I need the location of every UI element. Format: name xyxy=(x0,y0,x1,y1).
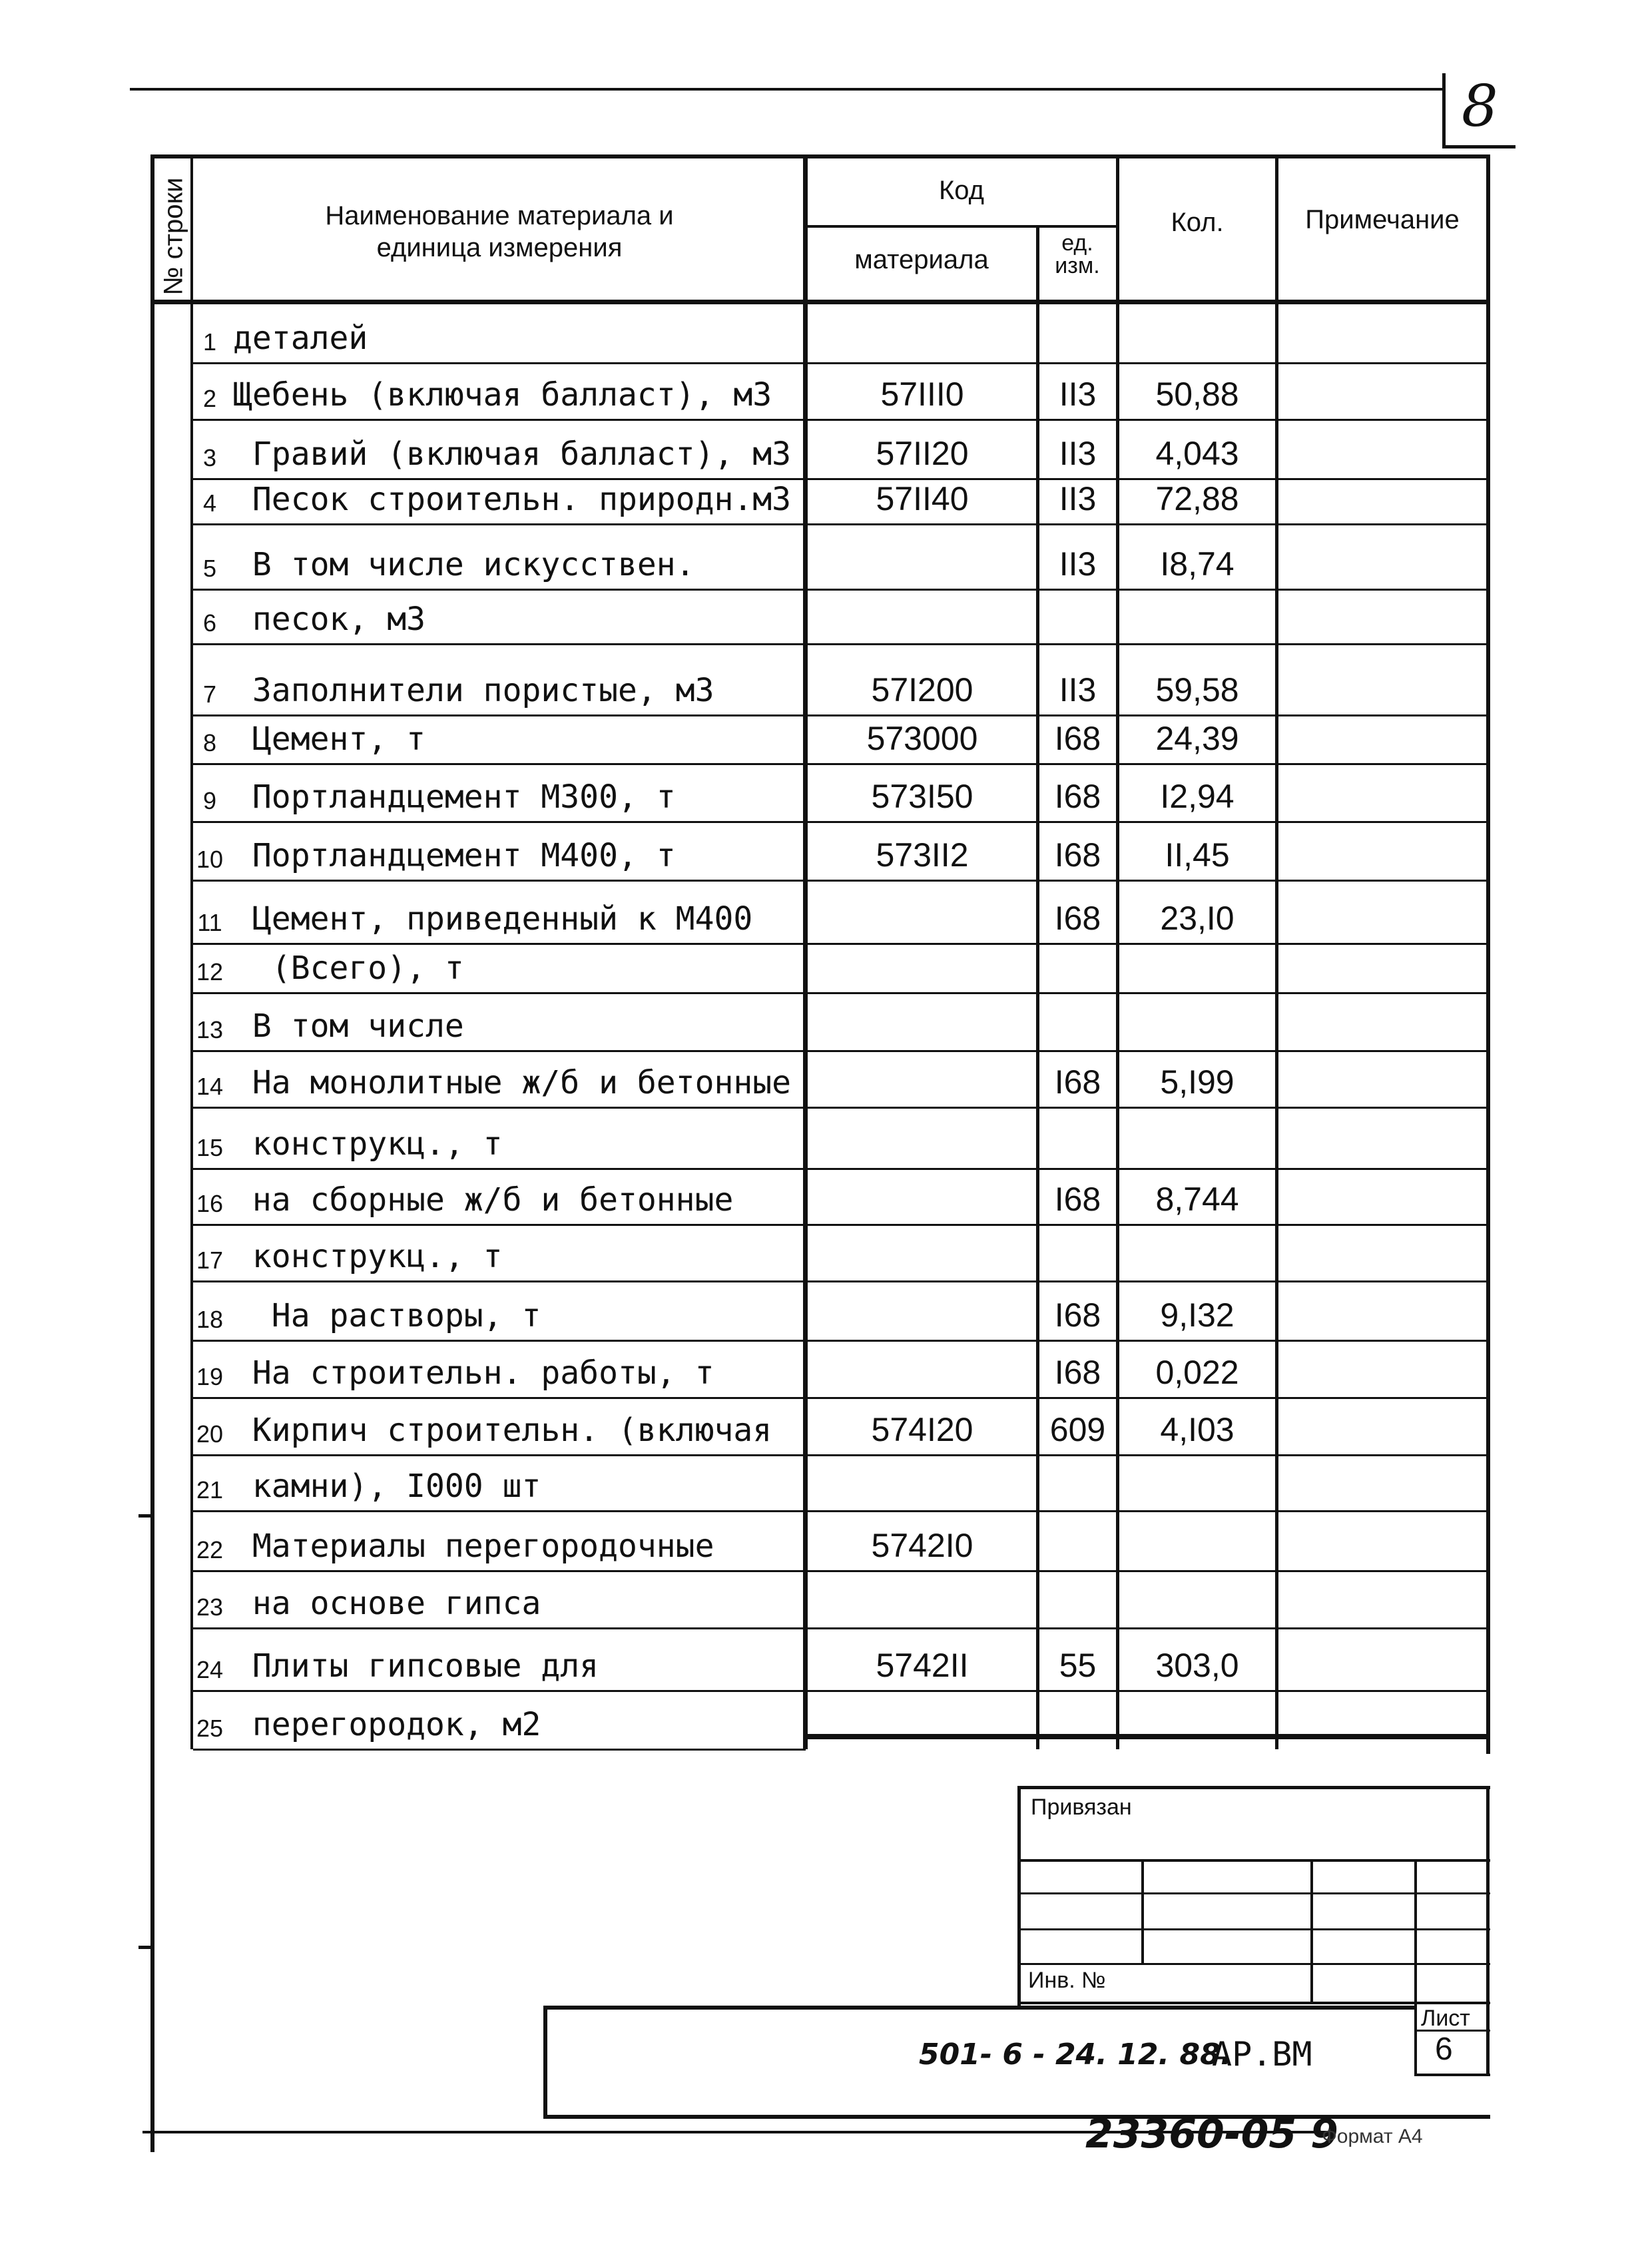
unit-code: I68 xyxy=(1054,778,1101,815)
unit-code: II3 xyxy=(1059,480,1097,517)
attached-label: Привязан xyxy=(1031,1795,1132,1820)
row-separator xyxy=(193,419,1488,421)
row-number: 22 xyxy=(196,1536,224,1563)
unit-code: I68 xyxy=(1054,836,1101,874)
material-name: (Всего), т xyxy=(233,950,464,987)
material-name: песок, м3 xyxy=(233,601,425,638)
table-frame-left xyxy=(150,154,154,2152)
row-separator xyxy=(193,943,1488,945)
material-name: Материалы перегородочные xyxy=(233,1528,714,1565)
row-number: 25 xyxy=(196,1715,224,1742)
row-number: 17 xyxy=(196,1247,224,1274)
stamp-grid-v2 xyxy=(1310,1859,1313,2002)
row-number: 14 xyxy=(196,1073,224,1100)
sheet-value: 6 xyxy=(1435,2032,1453,2067)
quantity: 0,022 xyxy=(1155,1354,1239,1391)
row-number: 5 xyxy=(202,555,217,582)
material-name: деталей xyxy=(233,320,368,357)
material-name: Щебень (включая балласт), м3 xyxy=(233,376,772,414)
row-separator xyxy=(193,1280,1488,1282)
quantity: I8,74 xyxy=(1160,545,1235,583)
stamp-grid-h5 xyxy=(1019,2002,1490,2004)
material-code: 574I20 xyxy=(871,1411,973,1448)
unit-header-line1: ед. xyxy=(1061,230,1093,256)
material-name: Песок строительн. природн.м3 xyxy=(233,481,792,518)
material-name: камни), I000 шт xyxy=(233,1468,541,1505)
quantity: 9,I32 xyxy=(1160,1296,1235,1334)
archive-number: 23360-05 9 xyxy=(1085,2111,1338,2157)
unit-header-line2: изм. xyxy=(1055,253,1100,278)
material-name: Плиты гипсовые для xyxy=(233,1647,599,1685)
row-number: 15 xyxy=(196,1134,224,1161)
left-margin-tick-2 xyxy=(138,1946,152,1949)
stamp-grid-v3 xyxy=(1414,1859,1417,2076)
table-bottom-rule xyxy=(803,1734,1490,1739)
unit-code: II3 xyxy=(1059,671,1097,708)
material-code: 57III0 xyxy=(880,376,964,413)
unit-code: I68 xyxy=(1054,1296,1101,1334)
left-margin-tick-1 xyxy=(138,1514,152,1518)
row-separator xyxy=(193,1570,1488,1572)
material-name: перегородок, м2 xyxy=(233,1706,541,1743)
row-number: 10 xyxy=(196,846,224,873)
row-number: 23 xyxy=(196,1593,224,1621)
stamp-grid-h4 xyxy=(1019,1963,1490,1965)
stamp-outer-left xyxy=(1017,1786,1021,2006)
quantity: 303,0 xyxy=(1155,1647,1239,1684)
material-name: на сборные ж/б и бетонные xyxy=(233,1181,734,1219)
document-suffix: АР.ВМ xyxy=(1212,2035,1312,2074)
row-separator xyxy=(193,1397,1488,1399)
material-name: На строительн. работы, т xyxy=(233,1354,714,1392)
row-separator xyxy=(193,1340,1488,1342)
material-name: конструкц., т xyxy=(233,1238,503,1275)
material-code: 57I200 xyxy=(871,671,973,708)
row-separator xyxy=(193,1749,806,1751)
quantity: 59,58 xyxy=(1155,671,1239,708)
name-header-line2: единица измерения xyxy=(376,233,623,262)
document-code: 501- 6 - 24. 12. 88. xyxy=(919,2038,1232,2072)
material-name: Портландцемент М300, т xyxy=(233,778,676,816)
quantity: 4,043 xyxy=(1155,435,1239,472)
title-block-bottom xyxy=(545,2115,1490,2119)
quantity: 72,88 xyxy=(1155,480,1239,517)
top-rule-right xyxy=(1442,145,1515,148)
unit-code: 55 xyxy=(1059,1647,1097,1684)
top-rule-tick xyxy=(1442,73,1446,148)
material-code: 573000 xyxy=(866,720,978,757)
material-name: Цемент, приведенный к М400 xyxy=(233,900,753,938)
code-header: Код xyxy=(938,176,984,205)
stamp-grid-h3 xyxy=(1019,1928,1490,1930)
quantity: 23,I0 xyxy=(1160,900,1235,937)
material-code: 57II20 xyxy=(876,435,969,472)
row-number: 1 xyxy=(202,328,217,356)
stamp-grid-v1 xyxy=(1141,1859,1144,1964)
row-separator xyxy=(193,992,1488,994)
row-number: 21 xyxy=(196,1476,224,1504)
material-code: 573I50 xyxy=(871,778,973,815)
row-number: 12 xyxy=(196,958,224,985)
unit-code: I68 xyxy=(1054,720,1101,757)
unit-code: II3 xyxy=(1059,435,1097,472)
row-number: 9 xyxy=(202,787,217,814)
row-number: 4 xyxy=(202,489,217,517)
title-block-left xyxy=(543,2006,547,2119)
row-separator xyxy=(193,880,1488,882)
material-name: На монолитные ж/б и бетонные xyxy=(233,1064,792,1101)
qty-header: Кол. xyxy=(1171,208,1224,237)
material-name: В том числе xyxy=(233,1007,464,1045)
row-number: 18 xyxy=(196,1306,224,1333)
quantity: 4,I03 xyxy=(1160,1411,1235,1448)
material-name: конструкц., т xyxy=(233,1125,503,1163)
note-header: Примечание xyxy=(1305,205,1460,234)
row-separator xyxy=(193,1224,1488,1226)
row-number: 11 xyxy=(197,909,222,936)
row-separator xyxy=(193,1168,1488,1170)
header-bottom-rule xyxy=(152,300,1490,304)
material-code-header: материала xyxy=(854,245,989,274)
code-header-rule xyxy=(803,225,1119,228)
quantity: II,45 xyxy=(1165,836,1230,874)
row-number: 16 xyxy=(196,1190,224,1217)
stamp-grid-h2 xyxy=(1019,1892,1490,1894)
quantity: 5,I99 xyxy=(1160,1063,1235,1101)
material-name: Цемент, т xyxy=(233,720,425,758)
row-separator xyxy=(193,362,1488,364)
row-separator xyxy=(193,1627,1488,1629)
name-header xyxy=(213,200,786,264)
row-number-header-label: № строки xyxy=(158,177,188,296)
row-number: 6 xyxy=(202,609,217,637)
row-number: 7 xyxy=(202,681,217,708)
row-number: 20 xyxy=(196,1420,224,1448)
quantity: 24,39 xyxy=(1155,720,1239,757)
material-name: На растворы, т xyxy=(233,1297,541,1334)
table-frame-top xyxy=(152,154,1490,158)
row-number-header xyxy=(154,166,193,306)
unit-code: I68 xyxy=(1054,1354,1101,1391)
inv-no-label: Инв. № xyxy=(1028,1968,1106,1993)
material-name: Гравий (включая балласт), м3 xyxy=(233,435,792,473)
row-separator xyxy=(193,478,1488,480)
row-separator xyxy=(193,1050,1488,1052)
unit-code: I68 xyxy=(1054,1181,1101,1218)
quantity: 8,744 xyxy=(1155,1181,1239,1218)
material-code: 57II40 xyxy=(876,480,969,517)
row-number: 3 xyxy=(202,444,217,471)
quantity: I2,94 xyxy=(1160,778,1235,815)
unit-header xyxy=(1039,232,1116,277)
row-separator xyxy=(193,1454,1488,1456)
row-number: 2 xyxy=(202,385,217,412)
row-number: 19 xyxy=(196,1363,224,1390)
unit-code: 609 xyxy=(1049,1411,1106,1448)
row-separator xyxy=(193,1510,1488,1512)
unit-code: II3 xyxy=(1059,545,1097,583)
material-name: В том числе искусствен. xyxy=(233,546,695,583)
row-separator xyxy=(193,643,1488,645)
row-number: 24 xyxy=(196,1656,224,1683)
material-name: на основе гипса xyxy=(233,1585,541,1622)
unit-code: I68 xyxy=(1054,1063,1101,1101)
row-separator xyxy=(193,589,1488,591)
row-separator xyxy=(193,821,1488,823)
quantity: 50,88 xyxy=(1155,376,1239,413)
top-rule xyxy=(130,88,1445,91)
row-separator xyxy=(193,1690,1488,1692)
name-header-line1: Наименование материала и xyxy=(325,201,674,230)
stamp-grid-h1 xyxy=(1019,1859,1490,1862)
row-separator xyxy=(193,714,1488,716)
sheet-cell-bottom xyxy=(1414,2074,1490,2076)
material-code: 573II2 xyxy=(876,836,969,874)
stamp-outer-right xyxy=(1486,1786,1490,2076)
row-number: 13 xyxy=(196,1016,224,1043)
row-separator xyxy=(193,763,1488,765)
material-name: Заполнители пористые, м3 xyxy=(233,672,714,709)
page-number: 8 xyxy=(1462,73,1498,140)
row-number: 8 xyxy=(202,729,217,756)
unit-code: II3 xyxy=(1059,376,1097,413)
table-frame-right xyxy=(1486,154,1490,1754)
sheet-label: Лист xyxy=(1421,2006,1470,2031)
material-name: Портландцемент М400, т xyxy=(233,837,676,874)
unit-code: I68 xyxy=(1054,900,1101,937)
material-code: 5742I0 xyxy=(871,1527,973,1564)
row-separator xyxy=(193,1107,1488,1109)
material-code: 5742II xyxy=(876,1647,969,1684)
title-block-top xyxy=(545,2006,1417,2010)
material-name: Кирпич строительн. (включая xyxy=(233,1412,772,1449)
format-label: Формат А4 xyxy=(1322,2125,1423,2147)
stamp-outer-top xyxy=(1019,1786,1490,1789)
row-separator xyxy=(193,523,1488,525)
